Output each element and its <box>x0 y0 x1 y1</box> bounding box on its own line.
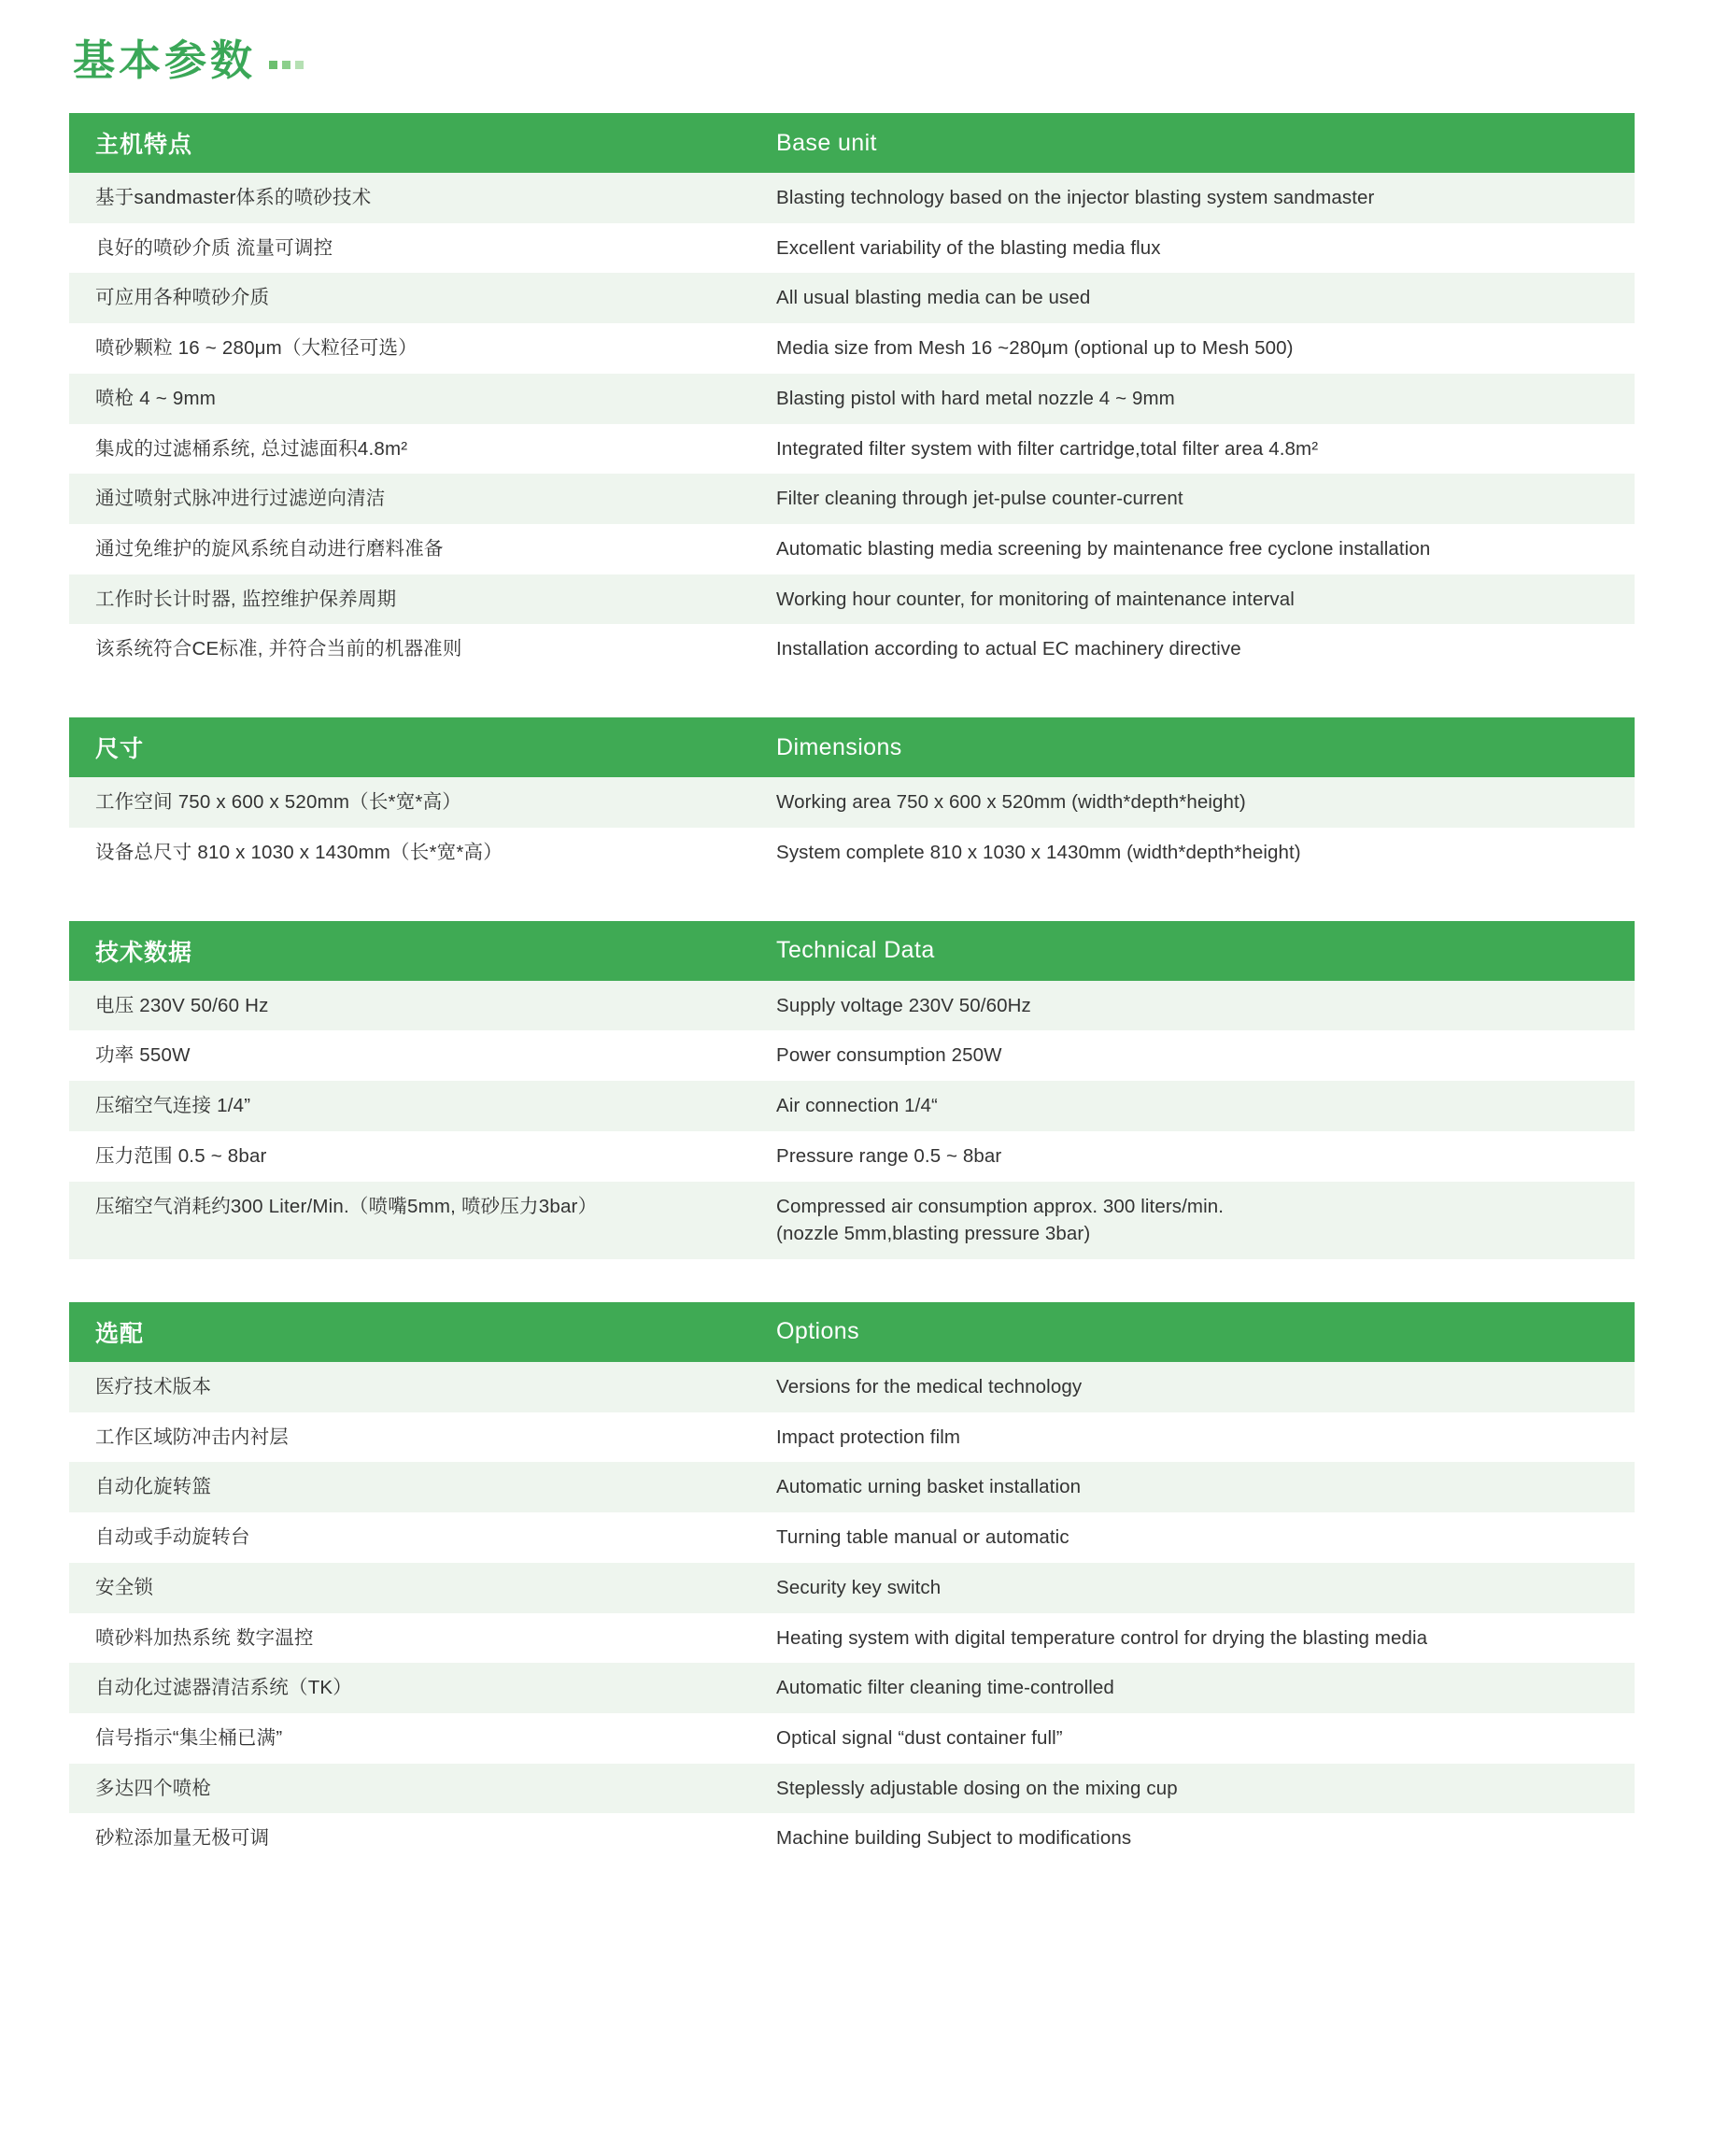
spec-label-en: Power consumption 250W <box>750 1030 1635 1081</box>
spec-label-cn: 通过免维护的旋风系统自动进行磨料准备 <box>69 524 750 574</box>
spec-label-en: Impact protection film <box>750 1412 1635 1463</box>
spec-label-en: Turning table manual or automatic <box>750 1512 1635 1563</box>
spec-label-en: Versions for the medical technology <box>750 1362 1635 1412</box>
dot-1 <box>269 61 277 69</box>
table-header-row <box>69 1302 1635 1362</box>
table-row <box>69 828 1635 878</box>
spec-label-en: Heating system with digital temperature control for drying the blasting media <box>750 1613 1635 1664</box>
spec-label-en: Working hour counter, for monitoring of maintenance interval <box>750 574 1635 625</box>
section-dimensions <box>69 717 1635 877</box>
section-header-cn: 主机特点 <box>69 113 750 173</box>
section-options <box>69 1302 1635 1864</box>
table-header-row <box>69 717 1635 777</box>
spec-label-en: Security key switch <box>750 1563 1635 1613</box>
table-row <box>69 777 1635 828</box>
table-row <box>69 223 1635 274</box>
spec-label-cn: 工作区域防冲击内衬层 <box>69 1412 750 1463</box>
table-row <box>69 1512 1635 1563</box>
section-header-en: Base unit <box>750 113 1635 173</box>
spec-label-cn: 安全锁 <box>69 1563 750 1613</box>
spec-label-cn: 压力范围 0.5 ~ 8bar <box>69 1131 750 1182</box>
spec-label-en: Automatic urning basket installation <box>750 1462 1635 1512</box>
spec-label-cn: 压缩空气连接 1/4” <box>69 1081 750 1131</box>
section-header-cn: 技术数据 <box>69 921 750 981</box>
dot-2 <box>282 61 290 69</box>
spec-label-en: Blasting pistol with hard metal nozzle 4 ~ 9mm <box>750 374 1635 424</box>
spec-label-en: Integrated filter system with filter cartridge,total filter area 4.8m² <box>750 424 1635 475</box>
spec-label-en: Optical signal “dust container full” <box>750 1713 1635 1764</box>
table-row <box>69 424 1635 475</box>
spec-label-cn: 电压 230V 50/60 Hz <box>69 981 750 1031</box>
table-row <box>69 1030 1635 1081</box>
spec-label-cn: 集成的过滤桶系统, 总过滤面积4.8m² <box>69 424 750 475</box>
spec-label-en: Filter cleaning through jet-pulse counter-current <box>750 474 1635 524</box>
spec-label-en: Steplessly adjustable dosing on the mixing cup <box>750 1764 1635 1814</box>
page-title: 基本参数 <box>73 36 257 84</box>
dot-3 <box>295 61 304 69</box>
table-row <box>69 1613 1635 1664</box>
spec-label-en: Automatic filter cleaning time-controlled <box>750 1663 1635 1713</box>
table-row <box>69 1663 1635 1713</box>
spec-label-en: Excellent variability of the blasting media flux <box>750 223 1635 274</box>
table-row <box>69 1813 1635 1864</box>
spec-label-en: Air connection 1/4“ <box>750 1081 1635 1131</box>
section-technical-data <box>69 921 1635 1259</box>
spec-label-cn: 多达四个喷枪 <box>69 1764 750 1814</box>
table-header-row <box>69 113 1635 173</box>
spec-label-en: System complete 810 x 1030 x 1430mm (width*depth*height) <box>750 828 1635 878</box>
table-row <box>69 624 1635 674</box>
spec-label-cn: 喷砂颗粒 16 ~ 280μm（大粒径可选） <box>69 323 750 374</box>
spec-label-en: Supply voltage 230V 50/60Hz <box>750 981 1635 1031</box>
spec-table-base-unit <box>69 113 1635 674</box>
table-row <box>69 173 1635 223</box>
spec-label-en: Installation according to actual EC machinery directive <box>750 624 1635 674</box>
table-row <box>69 323 1635 374</box>
spec-label-cn: 工作时长计时器, 监控维护保养周期 <box>69 574 750 625</box>
section-base-unit <box>69 113 1635 674</box>
title-decoration-dots <box>269 61 304 69</box>
spec-label-en: Working area 750 x 600 x 520mm (width*depth*height) <box>750 777 1635 828</box>
section-header-cn: 尺寸 <box>69 717 750 777</box>
table-row <box>69 524 1635 574</box>
table-row <box>69 981 1635 1031</box>
spec-label-cn: 医疗技术版本 <box>69 1362 750 1412</box>
table-row <box>69 1764 1635 1814</box>
spec-label-cn: 喷砂料加热系统 数字温控 <box>69 1613 750 1664</box>
spec-label-cn: 信号指示“集尘桶已满” <box>69 1713 750 1764</box>
spec-label-cn: 自动化旋转篮 <box>69 1462 750 1512</box>
spec-label-cn: 自动或手动旋转台 <box>69 1512 750 1563</box>
spec-table-options <box>69 1302 1635 1864</box>
table-row <box>69 474 1635 524</box>
spec-label-en: Media size from Mesh 16 ~280μm (optional up to Mesh 500) <box>750 323 1635 374</box>
spec-label-cn: 设备总尺寸 810 x 1030 x 1430mm（长*宽*高） <box>69 828 750 878</box>
spec-label-cn: 工作空间 750 x 600 x 520mm（长*宽*高） <box>69 777 750 828</box>
table-row <box>69 374 1635 424</box>
spec-label-en: Blasting technology based on the injector blasting system sandmaster <box>750 173 1635 223</box>
table-row <box>69 1362 1635 1412</box>
spec-label-cn: 喷枪 4 ~ 9mm <box>69 374 750 424</box>
spec-table-technical-data <box>69 921 1635 1259</box>
spec-label-cn: 基于sandmaster体系的喷砂技术 <box>69 173 750 223</box>
spec-label-cn: 通过喷射式脉冲进行过滤逆向清洁 <box>69 474 750 524</box>
table-row <box>69 273 1635 323</box>
spec-label-cn: 自动化过滤器清洁系统（TK） <box>69 1663 750 1713</box>
section-header-cn: 选配 <box>69 1302 750 1362</box>
table-row <box>69 1412 1635 1463</box>
spec-label-cn: 砂粒添加量无极可调 <box>69 1813 750 1864</box>
spec-label-cn: 该系统符合CE标准, 并符合当前的机器准则 <box>69 624 750 674</box>
spec-label-cn: 压缩空气消耗约300 Liter/Min.（喷嘴5mm, 喷砂压力3bar） <box>69 1182 750 1259</box>
spec-label-en: All usual blasting media can be used <box>750 273 1635 323</box>
spec-table-dimensions <box>69 717 1635 877</box>
section-header-en: Technical Data <box>750 921 1635 981</box>
table-row <box>69 1462 1635 1512</box>
table-row <box>69 1182 1635 1259</box>
spec-label-cn: 功率 550W <box>69 1030 750 1081</box>
sections-container <box>69 113 1635 1864</box>
spec-label-en: Machine building Subject to modifications <box>750 1813 1635 1864</box>
table-row <box>69 1131 1635 1182</box>
section-header-en: Options <box>750 1302 1635 1362</box>
table-row <box>69 1563 1635 1613</box>
spec-label-en: Pressure range 0.5 ~ 8bar <box>750 1131 1635 1182</box>
page-title-row <box>73 36 1635 84</box>
section-header-en: Dimensions <box>750 717 1635 777</box>
table-row <box>69 1081 1635 1131</box>
table-row <box>69 1713 1635 1764</box>
spec-label-cn: 可应用各种喷砂介质 <box>69 273 750 323</box>
spec-label-en: Automatic blasting media screening by maintenance free cyclone installation <box>750 524 1635 574</box>
spec-label-en: Compressed air consumption approx. 300 liters/min. (nozzle 5mm,blasting pressure 3bar) <box>750 1182 1635 1259</box>
table-header-row <box>69 921 1635 981</box>
table-row <box>69 574 1635 625</box>
spec-label-cn: 良好的喷砂介质 流量可调控 <box>69 223 750 274</box>
